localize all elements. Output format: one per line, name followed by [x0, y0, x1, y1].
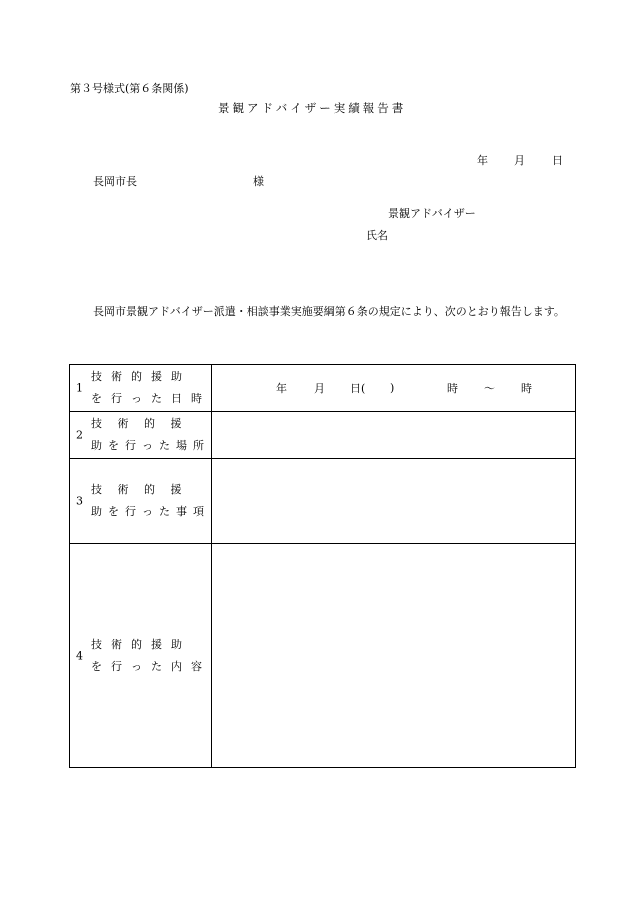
- table-row: [70, 459, 576, 544]
- row-label-line2: を行った内容: [91, 659, 211, 673]
- row-label-line2: 助を行った場所: [91, 439, 210, 452]
- report-body-text: 長岡市景観アドバイザー派遣・相談事業実施要綱第６条の規定により、次のとおり報告します。: [93, 305, 565, 318]
- name-label: 氏名: [366, 229, 388, 242]
- matter-field[interactable]: [212, 459, 576, 544]
- content-field[interactable]: [212, 544, 576, 768]
- date-month: 月: [514, 154, 525, 167]
- fill-hour-end: 時: [521, 382, 532, 395]
- row-number: 3: [76, 494, 83, 508]
- row-label-cell: [70, 365, 212, 412]
- row-label-line1: 技 術 的 援: [91, 483, 188, 496]
- honorific: 様: [253, 175, 264, 188]
- fill-day: 日(: [350, 382, 366, 395]
- row-label-line2: 助を行った事項: [91, 505, 210, 518]
- sender-title: 景観アドバイザー: [388, 207, 476, 220]
- row-label-line1: 技術的援助: [91, 370, 191, 383]
- place-field[interactable]: [212, 412, 576, 459]
- form-number: 第３号様式(第６条関係): [70, 82, 189, 95]
- row-label-cell: [70, 412, 212, 459]
- row-label-cell: [70, 544, 212, 768]
- report-table: [69, 364, 576, 768]
- table-row: [70, 365, 576, 412]
- fill-tilde: ～: [484, 382, 495, 395]
- table-row: [70, 412, 576, 459]
- table-row: [70, 544, 576, 768]
- date-year: 年: [477, 154, 488, 167]
- addressee: 長岡市長: [93, 175, 137, 188]
- fill-paren-close: ): [390, 381, 395, 395]
- datetime-field[interactable]: [212, 365, 576, 412]
- form-title: 景観アドバイザー実績報告書: [218, 101, 407, 115]
- row-number: 1: [76, 381, 83, 395]
- row-number: 2: [76, 428, 83, 442]
- fill-month: 月: [314, 382, 325, 395]
- row-label-cell: [70, 459, 212, 544]
- date-day: 日: [552, 154, 563, 167]
- fill-year: 年: [276, 382, 287, 395]
- fill-hour-start: 時: [447, 382, 458, 395]
- row-label-line2: を行った日時: [91, 392, 211, 405]
- row-label-line1: 技術的援助: [91, 637, 191, 651]
- row-label-line1: 技 術 的 援: [91, 417, 188, 430]
- row-number: 4: [76, 649, 83, 662]
